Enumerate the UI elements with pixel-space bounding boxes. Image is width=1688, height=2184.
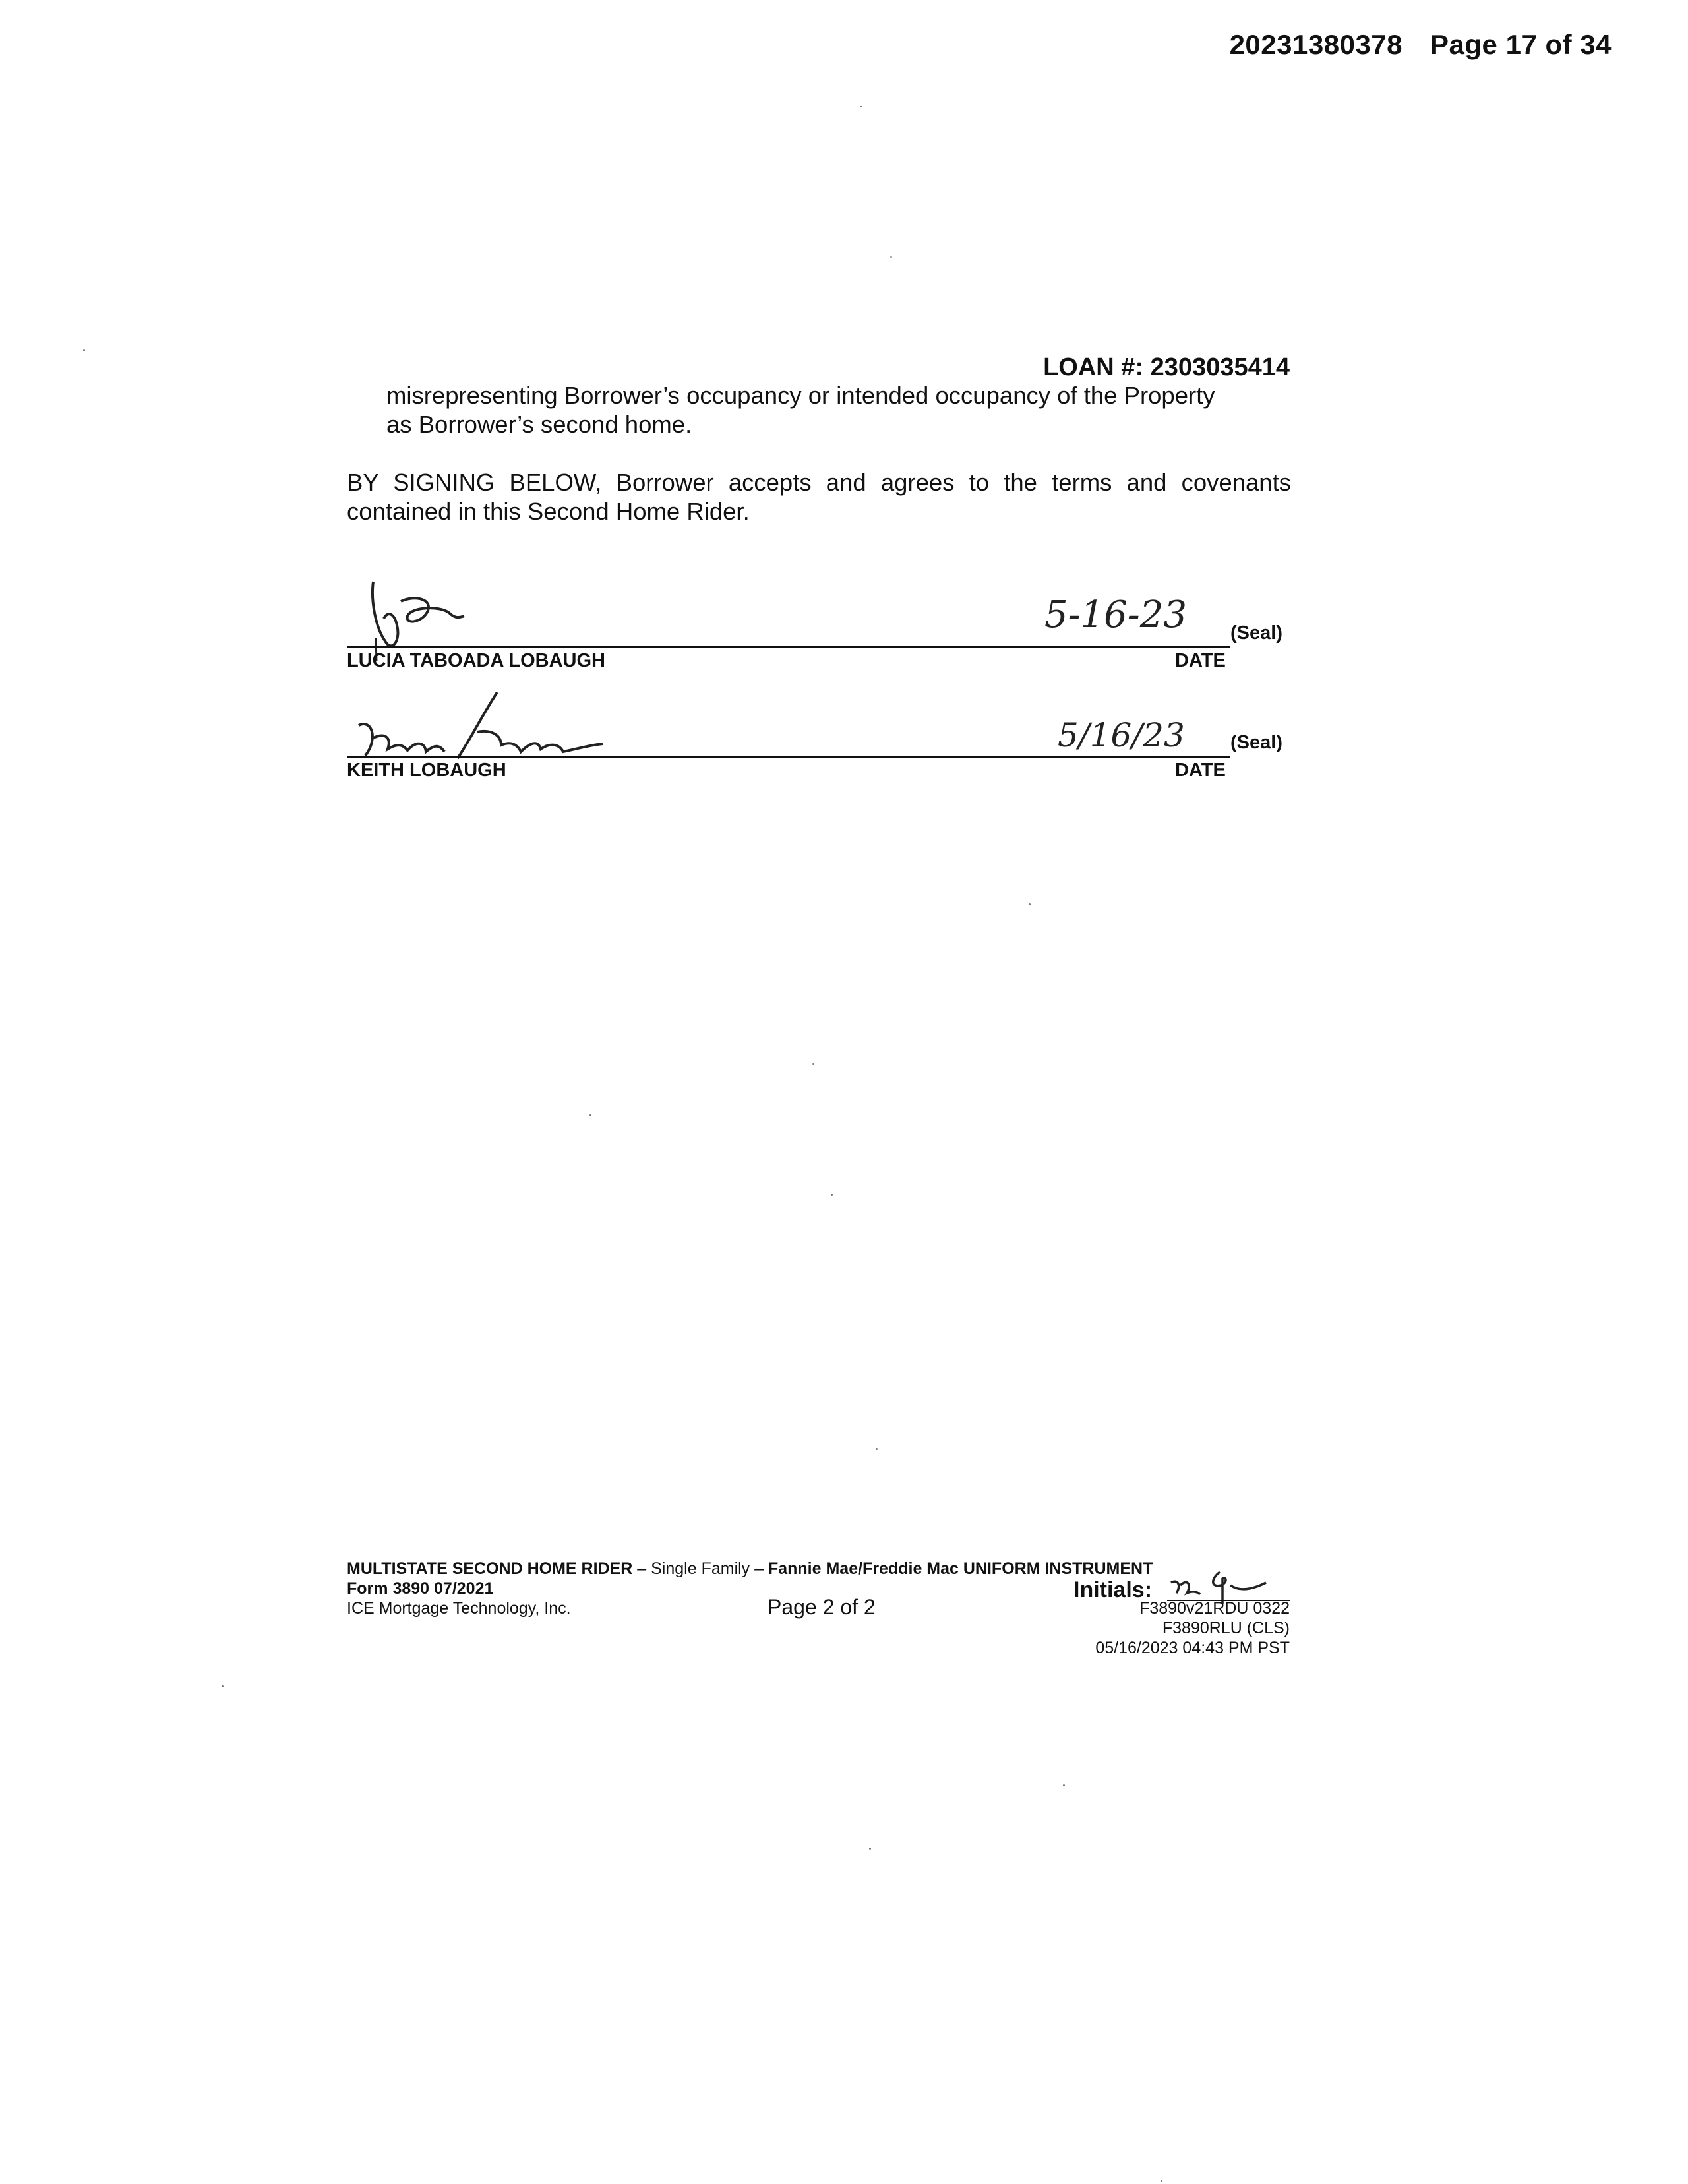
paragraph-signing: BY SIGNING BELOW, Borrower accepts and agrees to the terms and covenants contained in this Second Home Rider.	[347, 469, 1291, 525]
scan-speck	[890, 256, 892, 258]
footer-form-number: Form 3890 07/2021	[347, 1579, 494, 1598]
page-number: Page 17 of 34	[1430, 29, 1612, 60]
loan-number: LOAN #: 2303035414	[1043, 353, 1290, 381]
footer-timestamp: 05/16/2023 04:43 PM PST	[1095, 1639, 1290, 1657]
form-code-2: F3890RLU (CLS)	[1162, 1619, 1290, 1637]
footer-codes	[1029, 1598, 1290, 1658]
signer-name-2: KEITH LOBAUGH	[347, 760, 506, 781]
scan-speck	[869, 1848, 871, 1850]
footer-vendor: ICE Mortgage Technology, Inc.	[347, 1599, 571, 1618]
scan-speck	[1029, 903, 1031, 905]
scan-speck	[812, 1063, 814, 1065]
scan-speck	[1063, 1784, 1065, 1786]
footer-title-middle: – Single Family –	[632, 1560, 768, 1578]
handwritten-date-2: 5/16/23	[1058, 716, 1185, 754]
date-label-1: DATE	[1175, 650, 1226, 671]
scan-speck	[222, 1685, 224, 1687]
date-label-2: DATE	[1175, 760, 1226, 781]
footer-title	[347, 1559, 1296, 1579]
seal-label-2: (Seal)	[1230, 732, 1282, 753]
scan-speck	[83, 349, 85, 351]
scan-speck	[831, 1194, 833, 1196]
signature-line-1	[347, 646, 1230, 648]
initials-label: Initials:	[1073, 1577, 1153, 1602]
paragraph-occupancy	[386, 381, 1296, 439]
signer-name-1: LUCIA TABOADA LOBAUGH	[347, 650, 605, 671]
scan-speck	[1160, 2180, 1162, 2182]
signature-keith	[352, 686, 616, 765]
footer-title-bold2: Fannie Mae/Freddie Mac UNIFORM INSTRUMENT	[768, 1560, 1153, 1578]
footer-page-number: Page 2 of 2	[768, 1595, 876, 1619]
scan-speck	[876, 1448, 878, 1450]
paragraph-line: misrepresenting Borrower’s occupancy or intended occupancy of the Property	[386, 382, 1215, 409]
scan-speck	[860, 106, 862, 107]
document-number: 20231380378	[1229, 29, 1403, 60]
page-header	[1202, 29, 1612, 61]
signature-line-2	[347, 756, 1230, 758]
scan-speck	[589, 1114, 591, 1116]
footer-title-bold: MULTISTATE SECOND HOME RIDER	[347, 1560, 633, 1578]
handwritten-date-1: 5-16-23	[1044, 593, 1187, 636]
seal-label-1: (Seal)	[1230, 622, 1282, 644]
paragraph-line: as Borrower’s second home.	[386, 411, 692, 438]
form-code-1: F3890v21RDU 0322	[1139, 1599, 1290, 1618]
